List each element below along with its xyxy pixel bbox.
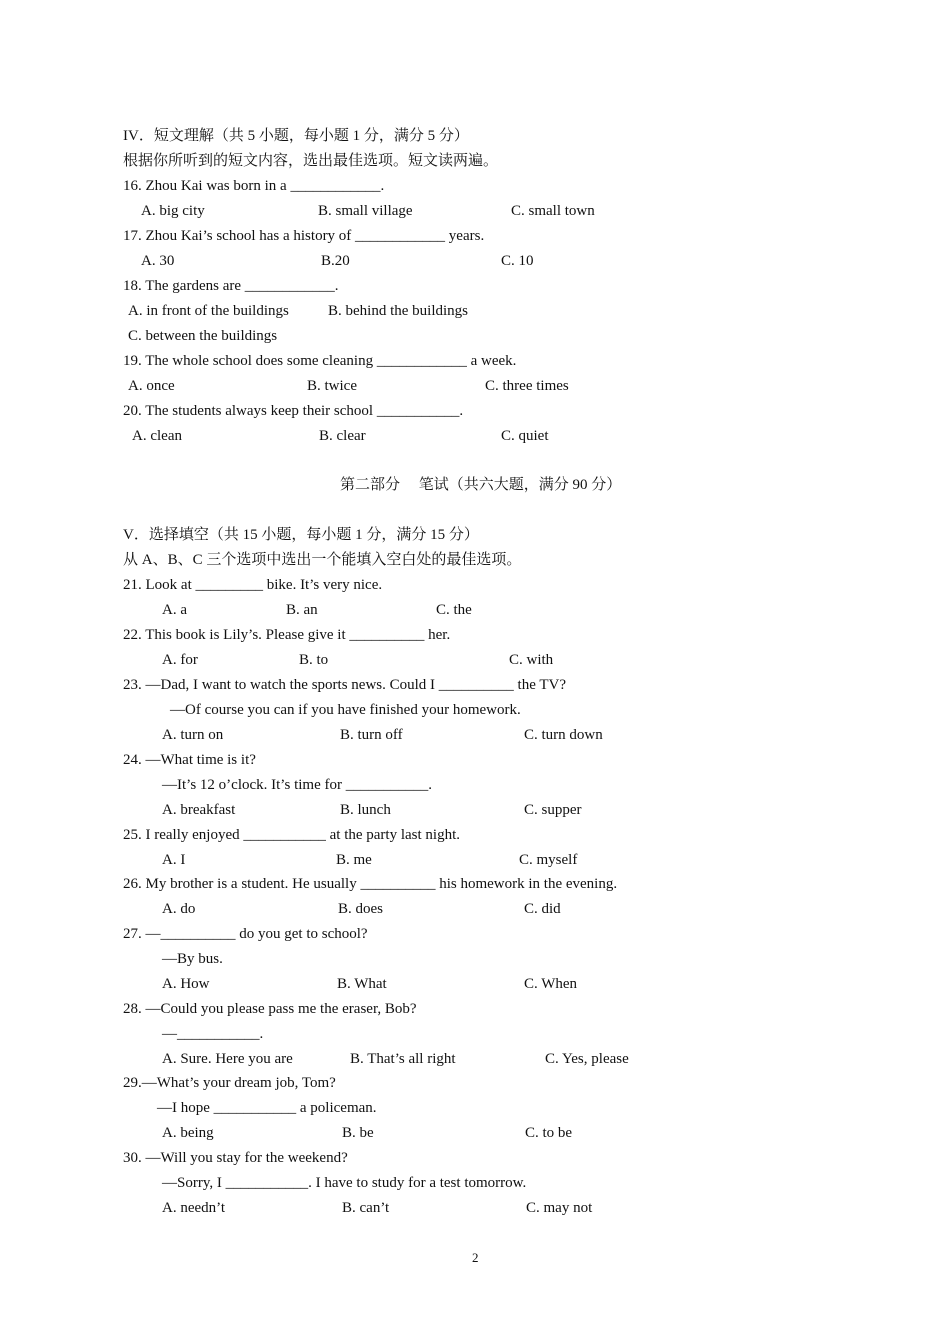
- question-19-stem: 19. The whole school does some cleaning ____________ a week.: [123, 353, 517, 369]
- question-28-stem: 28. —Could you please pass me the eraser, Bob?: [123, 1001, 417, 1017]
- question-21-stem: 21. Look at _________ bike. It’s very nice.: [123, 577, 383, 593]
- section-iv-instruction: 根据你所听到的短文内容，选出最佳选项。短文读两遍。: [123, 153, 499, 169]
- question-25-option-c: C. myself: [519, 852, 578, 868]
- question-22-option-a: A. for: [162, 652, 198, 668]
- question-29-response: —I hope ___________ a policeman.: [157, 1100, 377, 1116]
- question-20-option-b: B. clear: [319, 428, 366, 444]
- question-16-option-a: A. big city: [141, 203, 205, 219]
- question-28-option-c: C. Yes, please: [545, 1051, 629, 1067]
- question-16-option-b: B. small village: [318, 203, 413, 219]
- question-30-option-b: B. can’t: [342, 1200, 390, 1216]
- page-number: 2: [472, 1250, 479, 1265]
- question-29-option-b: B. be: [342, 1125, 374, 1141]
- question-17-option-b: B.20: [321, 253, 350, 269]
- section-v-instruction: 从 A、B、C 三个选项中选出一个能填入空白处的最佳选项。: [123, 552, 522, 568]
- question-19-option-a: A. once: [128, 378, 175, 394]
- question-23-option-a: A. turn on: [162, 727, 224, 743]
- question-25-stem: 25. I really enjoyed ___________ at the party last night.: [123, 827, 461, 843]
- question-27-response: —By bus.: [162, 951, 223, 967]
- question-21-option-a: A. a: [162, 602, 187, 618]
- question-22-option-b: B. to: [299, 652, 329, 668]
- question-24-option-b: B. lunch: [340, 802, 391, 818]
- question-29-stem: 29.—What’s your dream job, Tom?: [123, 1075, 336, 1091]
- question-28-option-b: B. That’s all right: [350, 1051, 456, 1067]
- question-23-response: —Of course you can if you have finished your homework.: [170, 702, 521, 718]
- question-20-stem: 20. The students always keep their school ___________.: [123, 403, 464, 419]
- question-17-option-c: C. 10: [501, 253, 534, 269]
- question-28-option-a: A. Sure. Here you are: [162, 1051, 293, 1067]
- question-30-option-c: C. may not: [526, 1200, 593, 1216]
- question-28-response: —___________.: [162, 1026, 264, 1042]
- question-24-option-a: A. breakfast: [162, 802, 236, 818]
- question-29-option-a: A. being: [162, 1125, 214, 1141]
- question-22-stem: 22. This book is Lily’s. Please give it __________ her.: [123, 627, 451, 643]
- question-19-option-b: B. twice: [307, 378, 357, 394]
- question-25-option-a: A. I: [162, 852, 186, 868]
- question-18-option-c: C. between the buildings: [128, 328, 278, 344]
- question-29-option-c: C. to be: [525, 1125, 573, 1141]
- question-18-stem: 18. The gardens are ____________.: [123, 278, 339, 294]
- question-18-option-a: A. in front of the buildings: [128, 303, 289, 319]
- question-26-option-a: A. do: [162, 901, 196, 917]
- question-25-option-b: B. me: [336, 852, 372, 868]
- question-26-stem: 26. My brother is a student. He usually __________ his homework in the evening.: [123, 876, 618, 892]
- question-16-stem: 16. Zhou Kai was born in a ____________.: [123, 178, 385, 194]
- question-23-option-b: B. turn off: [340, 727, 403, 743]
- question-23-stem: 23. —Dad, I want to watch the sports news. Could I __________ the TV?: [123, 677, 566, 693]
- question-21-option-b: B. an: [286, 602, 318, 618]
- question-27-option-c: C. When: [524, 976, 578, 992]
- question-24-option-c: C. supper: [524, 802, 582, 818]
- part-two-title: 第二部分 笔试（共六大题，满分 90 分）: [340, 477, 622, 493]
- question-27-option-b: B. What: [337, 976, 387, 992]
- question-30-option-a: A. needn’t: [162, 1200, 226, 1216]
- section-v-heading: V．选择填空（共 15 小题，每小题 1 分，满分 15 分）: [123, 527, 479, 543]
- question-24-response: —It’s 12 o’clock. It’s time for ___________.: [162, 777, 432, 793]
- question-17-option-a: A. 30: [141, 253, 175, 269]
- question-16-option-c: C. small town: [511, 203, 595, 219]
- question-18-option-b: B. behind the buildings: [328, 303, 468, 319]
- question-19-option-c: C. three times: [485, 378, 569, 394]
- question-21-option-c: C. the: [436, 602, 472, 618]
- question-27-stem: 27. —__________ do you get to school?: [123, 926, 368, 942]
- question-23-option-c: C. turn down: [524, 727, 603, 743]
- question-20-option-a: A. clean: [132, 428, 182, 444]
- question-27-option-a: A. How: [162, 976, 210, 992]
- question-30-response: —Sorry, I ___________. I have to study for a test tomorrow.: [162, 1175, 527, 1191]
- question-30-stem: 30. —Will you stay for the weekend?: [123, 1150, 348, 1166]
- question-17-stem: 17. Zhou Kai’s school has a history of ____________ years.: [123, 228, 485, 244]
- question-26-option-c: C. did: [524, 901, 561, 917]
- section-iv-heading: IV．短文理解（共 5 小题，每小题 1 分，满分 5 分）: [123, 128, 469, 144]
- question-24-stem: 24. —What time is it?: [123, 752, 256, 768]
- question-26-option-b: B. does: [338, 901, 383, 917]
- question-22-option-c: C. with: [509, 652, 554, 668]
- question-20-option-c: C. quiet: [501, 428, 549, 444]
